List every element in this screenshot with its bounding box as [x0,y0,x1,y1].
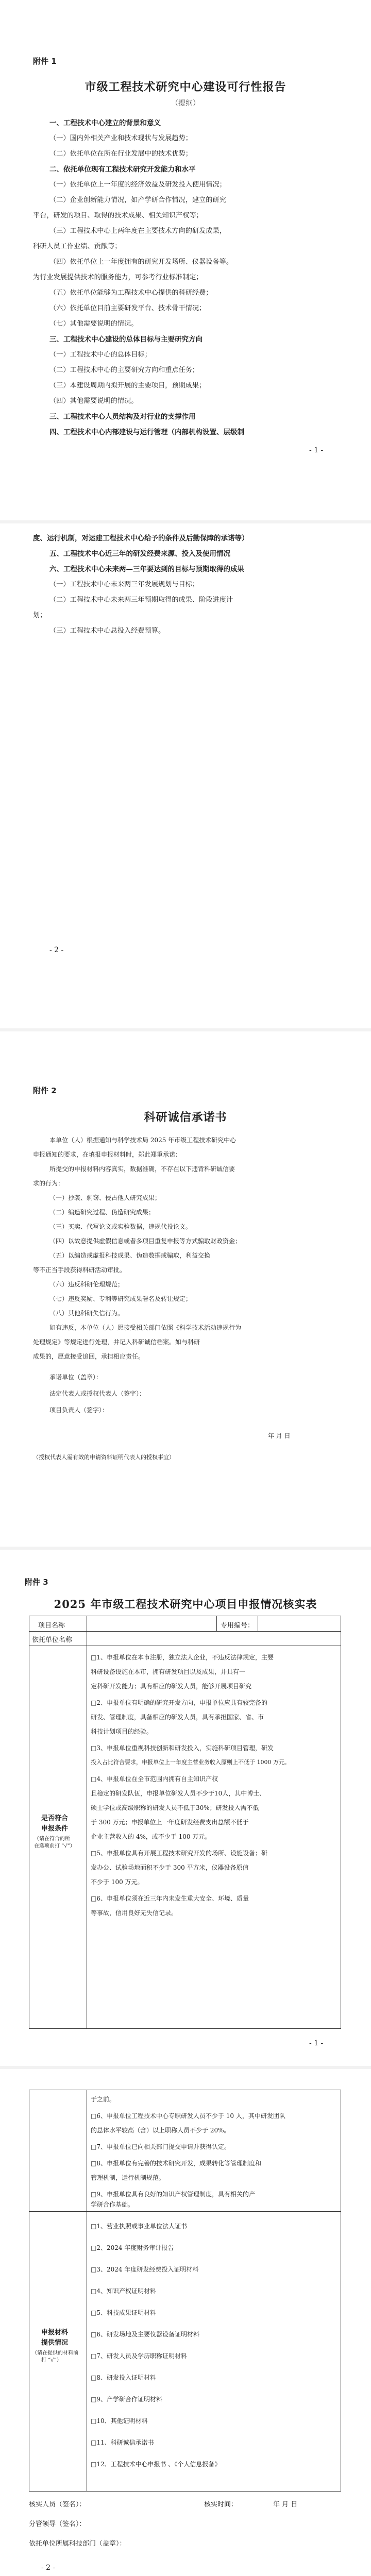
signature-line: 承诺单位（盖章）： [49,1374,103,1381]
text-line: （八）其他科研失信行为。 [49,1310,124,1317]
page-5 [0,2069,371,2576]
criterion-item[interactable]: □3、申报单位重视科技创新和研发投入，实施科研项目管理，研发 [91,1744,274,1752]
criterion-item: 科技计划项目的经验。 [91,1728,153,1735]
page-3 [0,1031,371,1547]
page-number: - 2 - [41,2564,56,2572]
criterion-item[interactable]: □5、申报单位具有开展工程技术研究开发的场所、设施设备；研 [91,1850,267,1857]
text-line: 处理规定》等规定进行处理，并记入科研诚信档案。如与科研 [33,1338,200,1346]
verify-date: 年 月 日 [273,2501,298,2509]
text-line: 本单位（人）根据通知与科学技术局 2025 年市级工程技术研究中心 [49,1137,237,1144]
leader-signature: 分管领导（签名）： [29,2520,86,2528]
material-item[interactable]: □11、科研诚信承诺书 [91,2439,154,2446]
text-line: 求的行为： [33,1180,64,1187]
eligibility-note: （请在符合的所 [34,1836,70,1842]
text-line: 为行业发展提供技术的服务能力，可参考行业标准制定； [33,274,203,281]
text-line: （三）工程技术中心总投入经费预算。 [49,627,165,635]
material-item[interactable]: □3、2024 年度研发经费投入证明材料 [91,2266,199,2273]
section-heading: 二、依托单位现有工程技术研究开发能力和水平 [49,165,196,174]
text-line: 平台，研发的项目、取得的技术成果、相关知识产权等； [33,212,203,219]
date-line: 年 月 日 [268,1432,291,1439]
material-item[interactable]: □7、研发人员及学历职称证明材料 [91,2352,187,2360]
section-heading: 五、工程技术中心近三年的研发经费来源、投入及使用情况 [49,550,230,558]
text-line: （二）工程技术中心未来两三年预期取得的成果、阶段进度计 [49,596,233,604]
criterion-item: 定科研开发能力；具有相应的研发人员，能够开展项目研究 [91,1683,252,1690]
footnote: （授权代表人需有效的申请资料证明代表人的授权事宜） [33,1454,175,1461]
materials-label: 申报材料 [41,2329,69,2336]
text-line: （三）工程技术中心上两年度在主要技术方向的研发成果， [49,227,226,235]
text-line: 划； [33,612,47,619]
annex-label: 附件 1 [33,57,57,66]
text-line: （三）本建设周期内拟开展的主要项目，预期成果； [49,382,206,389]
section-heading: 六、工程技术中心未来两—三年要达到的目标与预期取得的成果 [49,565,244,573]
text-line: （一）抄袭、剽窃、侵占他人研究成果； [49,1194,161,1201]
criterion-item[interactable]: □1、申报单位在本市注册，独立法人企业，不违反法律规定，主要 [91,1654,274,1661]
criterion-item: 科研设备设施在本市，拥有研发项目以及成果，并具有一 [91,1668,246,1675]
criterion-item[interactable]: □2、申报单位有明确的研究开发方向，申报单位应具有较完备的 [91,1699,267,1706]
criterion-item: 硕士学位或高级职称的研发人员不低于30%；研发投入需不低 [91,1804,259,1811]
material-item[interactable]: □8、研发投入证明材料 [91,2374,156,2381]
text-line: （二）编造研究过程、伪造研究成果； [49,1209,155,1216]
page-4 [0,1550,371,2066]
materials-label: 提供情况 [41,2339,69,2347]
text-line: （一）工程技术中心未来两三年发展规划与目标； [49,581,199,588]
materials-note: （请在提供的材料前 [32,2350,78,2356]
text-line: （四）其他需要说明的情况。 [49,397,138,405]
text-line: （二）依托单位在所在行业发展中的技术优势； [49,150,192,158]
verification-title: 2025 年市级工程技术研究中心项目申报情况核实表 [54,1598,317,1611]
page-2 [0,523,371,1028]
verify-time-label: 核实时间： [204,2501,238,2509]
project-name-value[interactable] [89,1617,215,1630]
criterion-item: 学研合作基础。 [91,2201,134,2208]
project-name-label: 项目名称 [38,1622,65,1630]
text-line: （一）依托单位上一年度的经济效益及研发投入使用情况； [49,181,226,189]
text-line: 成果的，愿意接受追回，承担相应责任。 [33,1353,145,1360]
project-number-label: 专用编号： [221,1622,255,1630]
criterion-item: 且稳定的研发队伍，申报单位研发人员不少于10人，其中博士、 [91,1790,266,1797]
signature-line: 项目负责人（签字）： [49,1406,109,1414]
section-heading: 三、工程技术中心人员结构及对行业的支撑作用 [49,413,196,421]
criterion-item: 投入占比符合要求，申报单位上一年度主营业务收入原则上不低于 1000 万元。 [91,1759,290,1766]
criterion-item[interactable]: □9、申报单位具有良好的知识产权管理制度，具有相关的产 [91,2191,255,2198]
material-item[interactable]: □4、知识产权证明材料 [91,2287,156,2295]
text-line: （五）以编造或虚报科技成果、伪造数据或骗取，利益交换 [49,1252,211,1259]
report-title: 市级工程技术研究中心建设可行性报告 [85,80,286,94]
text-line: （三）买卖、代写论文或实验数据，违规代投论文。 [49,1223,192,1230]
text-line: （四）依托单位上一年度拥有的研究开发场所、仪器设备等。 [49,258,233,266]
criterion-item: 于 300 万元；申报单位上一年度研发经费支出总额不低于 [91,1819,249,1826]
verifier-signature: 核实人员（签名）： [29,2501,86,2509]
section-heading: 一、工程技术中心建立的背景和意义 [49,119,161,127]
criterion-item[interactable]: □8、申报单位有完善的技术研究开发，成果转化等管理制度和 [91,2160,261,2167]
text-line: （七）其他需要说明的情况。 [49,320,138,328]
text-line: 等不正当手段获得科研活动审批。 [33,1266,126,1274]
text-line: （一）国内外相关产业和技术现状与发展趋势； [49,134,192,142]
criterion-item: 等事故，信用良好无失信记录。 [91,1909,178,1917]
text-line: 所提交的申报材料内容真实，数据准确，不存在以下违背科研诚信要 [49,1165,235,1173]
criterion-item[interactable]: □6、申报单位须在近三年内未发生重大安全、环境、质量 [91,1895,249,1902]
material-item[interactable]: □10、其他证明材料 [91,2417,148,2425]
criterion-item: 发办公、试验场地面积不少于 300 平方米，仪器设备原值 [91,1864,249,1871]
page-number: - 1 - [309,446,324,454]
criterion-item: 不少于 100 万元。 [91,1878,144,1886]
text-line: （七）违反奖励、专利等研究成果署名及转让规定； [49,1295,192,1302]
department-stamp: 依托单位所属科技部门（盖章）： [29,2540,126,2548]
text-line: 申报通知的要求，在填报申报材料时，郑此郑重承诺： [33,1151,182,1158]
page-1 [0,0,371,520]
criterion-item: 于之前。 [91,2096,116,2103]
page-number: - 2 - [49,946,64,954]
material-item[interactable]: □12、工程技术中心申报书 、《个人信息报备》 [91,2461,221,2468]
section-heading: 四、工程技术中心内部建设与运行管理（内部机构设置、层级制 [49,428,244,436]
section-heading: 三、工程技术中心建设的总体目标与主要研究方向 [49,335,203,344]
criterion-item: 管理机制，运行机制规范。 [91,2174,165,2181]
criterion-item: 企业主营收入的 4%，或不少于 100 万元。 [91,1833,211,1840]
pledge-title: 科研诚信承诺书 [144,1111,227,1124]
material-item[interactable]: □9、产学研合作证明材料 [91,2396,162,2403]
material-item[interactable]: □5、科技成果证明材料 [91,2309,156,2316]
material-item[interactable]: □6、研发场地及主要仪器设备证明材料 [91,2331,199,2338]
materials-note: 打 “√”） [41,2358,62,2363]
text-line: （二）工程技术中心的主要研究方向和重点任务； [49,366,199,374]
unit-name-value[interactable] [89,1632,339,1645]
annex-label: 附件 2 [33,1086,57,1095]
text-line: 如有违反，本单位（人）愿接受相关部门依照《科学技术活动违规行为 [49,1324,242,1331]
text-line: （四）以故意提供虚假信息或者多项目重复申报等方式骗取财政资金； [49,1238,242,1245]
section-heading: 度、运行机制，对运建工程技术中心给予的条件及后勤保障的承诺等） [33,534,249,543]
unit-name-label: 依托单位名称 [32,1636,73,1644]
eligibility-label: 申报条件 [41,1825,69,1833]
page-number: - 1 - [309,2039,324,2047]
text-line: （六）违反科研伦理规范； [49,1281,124,1288]
criterion-item: 的总体水平较高（含）以上职称人员不少于 20%。 [91,2127,230,2134]
criterion-item[interactable]: □7、申报单位已向相关部门提交申请并获得认定。 [91,2143,230,2150]
text-line: （一）工程技术中心的总体目标； [49,351,151,359]
material-item[interactable]: □2、2024 年度财务审计报告 [91,2244,174,2251]
annex-label: 附件 3 [25,1578,48,1587]
report-subtitle: （提纲） [171,99,200,108]
signature-line: 法定代表人或授权代表人（签字）： [49,1390,146,1397]
eligibility-note: 在选项前打 “√”） [34,1843,75,1849]
text-line: （五）依托单位能够为工程技术中心提供的科研经费； [49,289,213,297]
criterion-item[interactable]: □4、申报单位在全市范围内拥有自主知识产权 [91,1775,218,1783]
criterion-item: 研发、管理制度，具备相应的研发人员，具有承担国家、省、市 [91,1714,264,1721]
criterion-item[interactable]: □6、申报单位工程技术中心专职研发人员不少于 10 人，其中研发团队 [91,2112,285,2120]
material-item[interactable]: □1、营业执照或事业单位法人证书 [91,2223,187,2230]
text-line: （二）企业创新能力情况，如产学研合作情况，建立的研究 [49,196,226,204]
text-line: （六）依托单位目前主要研发平台、技术骨干情况； [49,304,206,312]
text-line: 科研人员工作业绩、贡献等； [33,243,122,250]
eligibility-label: 是否符合 [41,1815,69,1822]
